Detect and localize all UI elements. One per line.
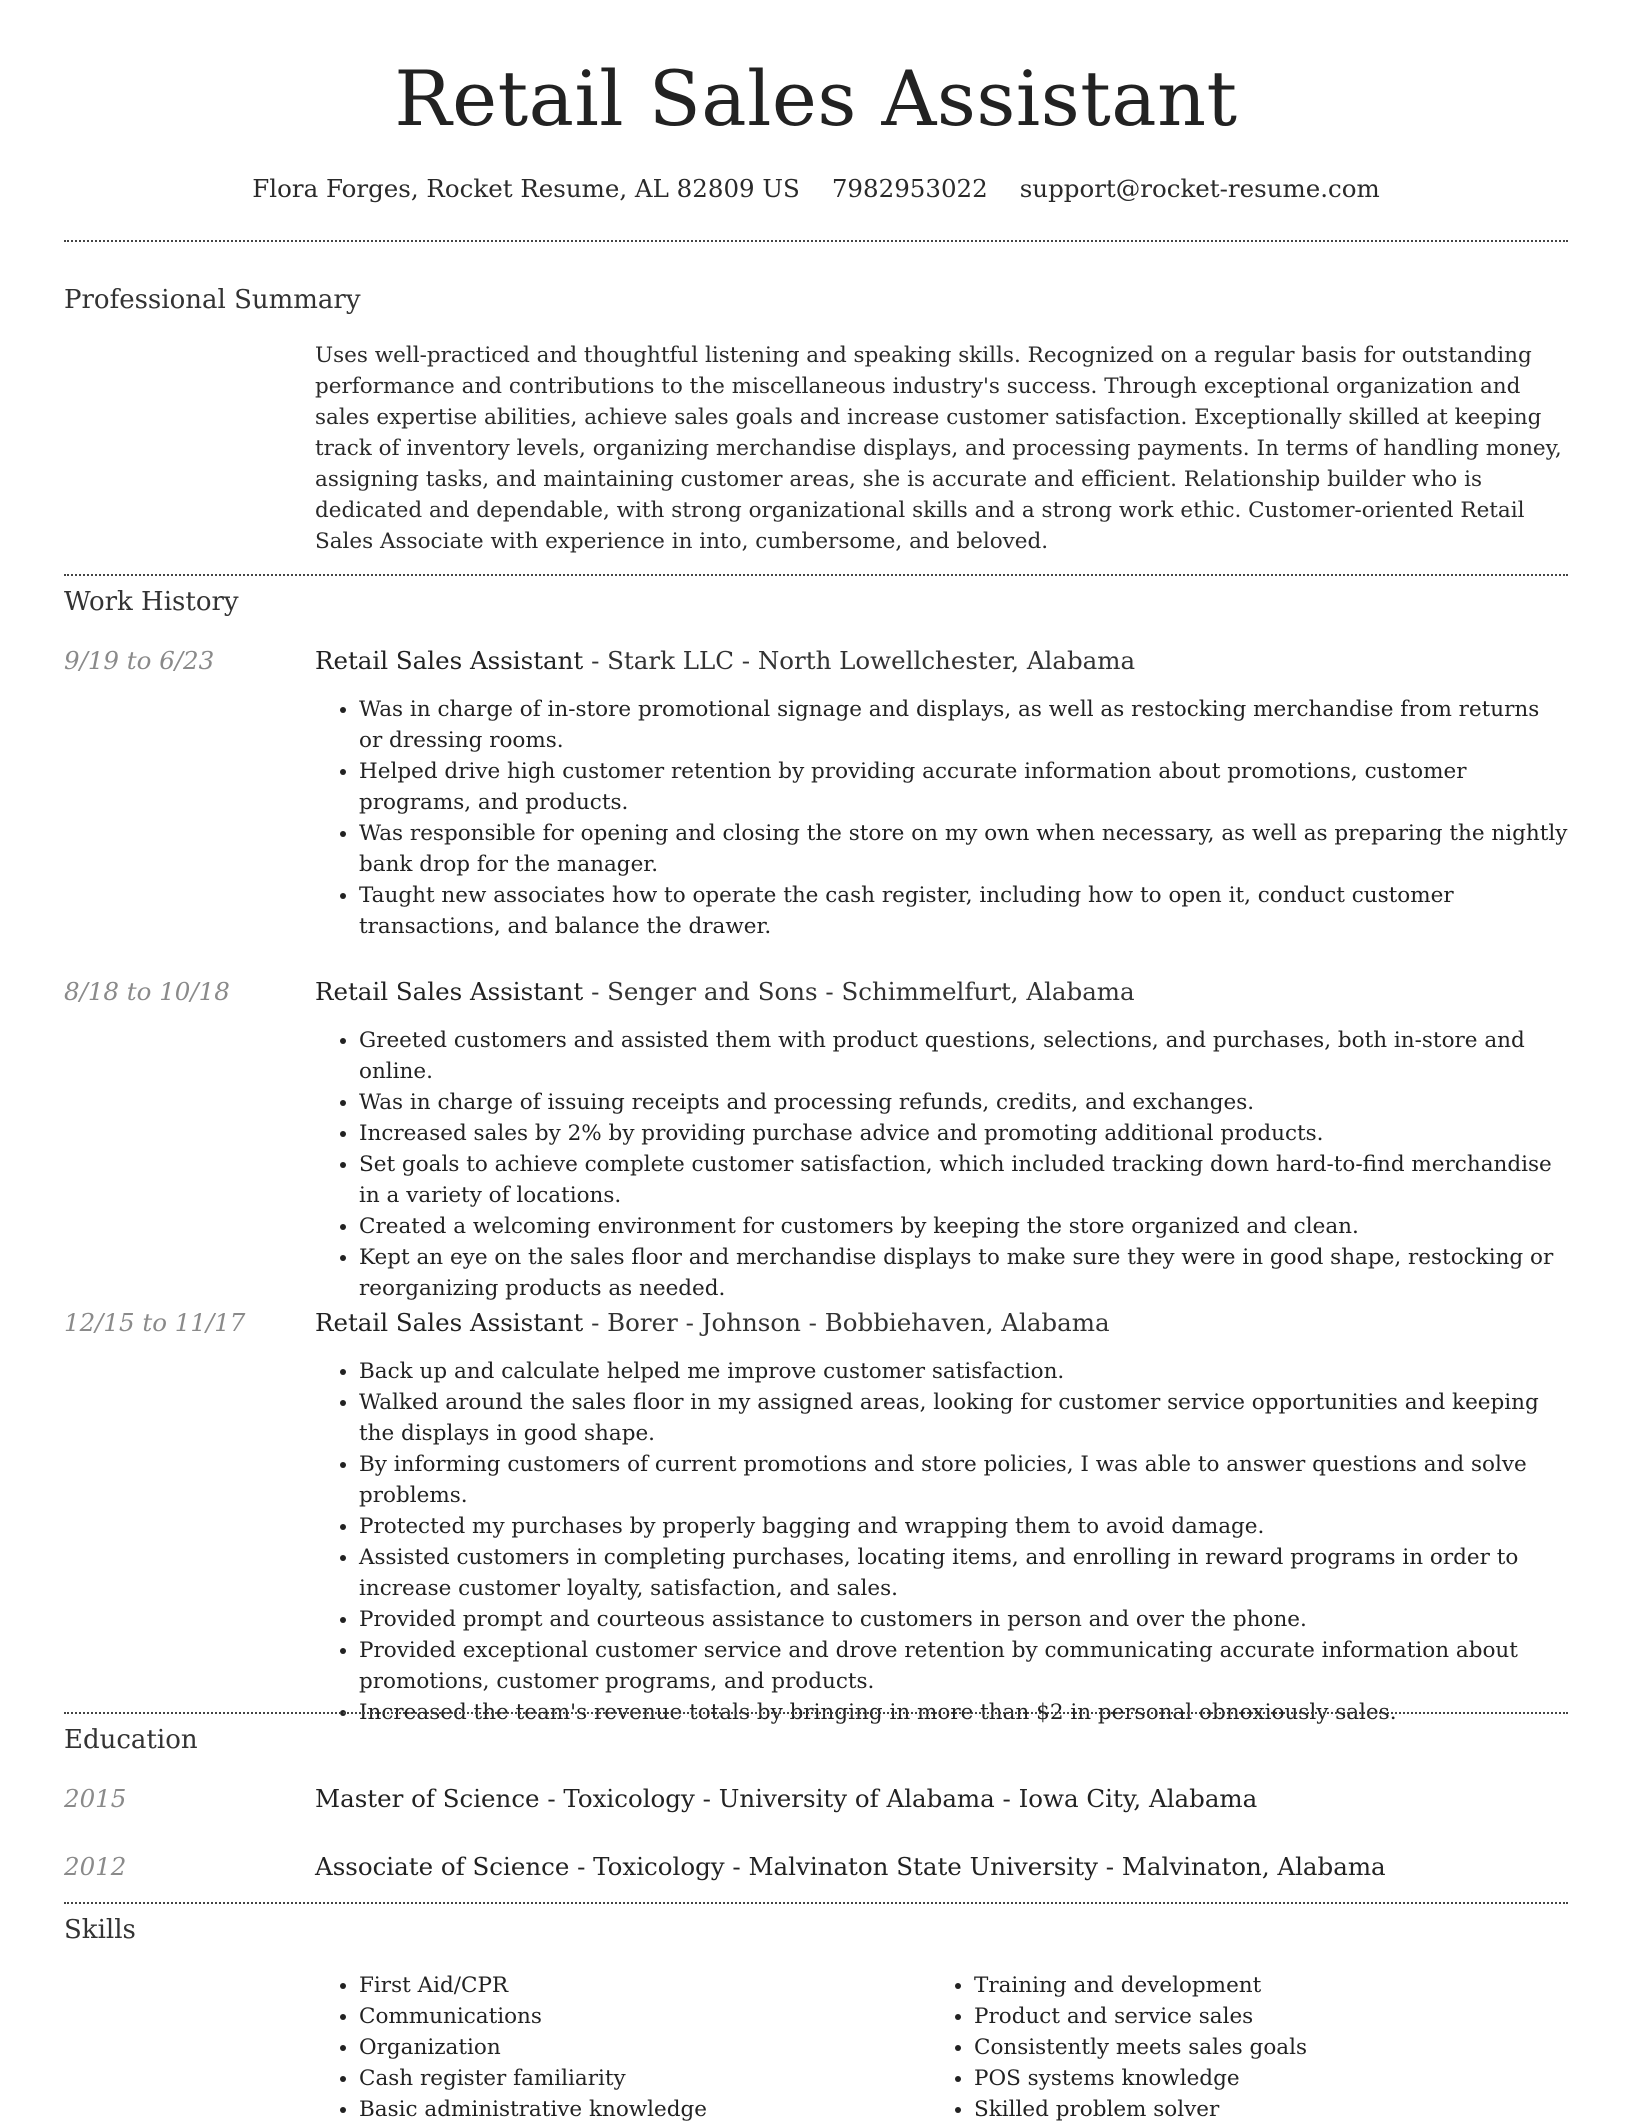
list-item: • Increased sales by 2% by providing purchase advice and promoting additional products. — [359, 1118, 1568, 1149]
education-year: 2012 — [64, 1852, 127, 1881]
contact-line — [64, 172, 1568, 206]
job-bullets — [315, 1356, 1568, 1728]
skill-item: • Skilled problem solver — [974, 2094, 1530, 2125]
job-role: Retail Sales Assistant — [315, 977, 584, 1006]
skill-item: • Cash register familiarity — [359, 2063, 915, 2094]
degree-name: Associate of Science - Toxicology — [315, 1852, 725, 1881]
school-location: - University of Alabama - Iowa City, Alabama — [694, 1784, 1258, 1813]
list-item: • Kept an eye on the sales floor and merchandise displays to make sure they were in good shape, restocking or reorganizing products as needed. — [359, 1242, 1568, 1304]
list-item: • Created a welcoming environment for customers by keeping the store organized and clean. — [359, 1211, 1568, 1242]
list-item: • Was responsible for opening and closing the store on my own when necessary, as well as preparing the nightly bank drop for the manager. — [359, 818, 1568, 880]
list-item: • Increased the team's revenue totals by bringing in more than $2 in personal obnoxiously sales. — [359, 1697, 1568, 1728]
section-divider — [64, 1712, 1568, 1714]
job-dates: 8/18 to 10/18 — [64, 977, 230, 1006]
contact-phone: 7982953022 — [831, 174, 988, 203]
job-title — [315, 975, 1135, 1009]
list-item: • By informing customers of current promotions and store policies, I was able to answer questions and solve problems. — [359, 1449, 1568, 1511]
education-entry — [315, 1782, 1257, 1816]
skills-heading: Skills — [64, 1915, 136, 1945]
work-history-heading: Work History — [64, 587, 239, 617]
skill-item: • Communications — [359, 2001, 915, 2032]
skills-list-left — [315, 1970, 915, 2125]
list-item: • Back up and calculate helped me improve customer satisfaction. — [359, 1356, 1568, 1387]
job-bullets — [315, 1025, 1568, 1304]
list-item: • Set goals to achieve complete customer satisfaction, which included tracking down hard-to-find merchandise in a variety of locations. — [359, 1149, 1568, 1211]
contact-address: Flora Forges, Rocket Resume, AL 82809 US — [252, 174, 800, 203]
resume-name-heading: Retail Sales Assistant — [394, 54, 1238, 143]
list-item: • Was in charge of issuing receipts and processing refunds, credits, and exchanges. — [359, 1087, 1568, 1118]
skill-item: • Product and service sales — [974, 2001, 1530, 2032]
professional-summary-heading: Professional Summary — [64, 285, 361, 315]
skill-item: • First Aid/CPR — [359, 1970, 915, 2001]
job-role: Retail Sales Assistant — [315, 646, 584, 675]
job-dates: 9/19 to 6/23 — [64, 646, 215, 675]
job-title — [315, 1306, 1110, 1340]
list-item: • Walked around the sales floor in my assigned areas, looking for customer service opportunities and keeping the displays in good shape. — [359, 1387, 1568, 1449]
job-employer-location: - Stark LLC - North Lowellchester, Alabama — [583, 646, 1136, 675]
job-role: Retail Sales Assistant — [315, 1308, 584, 1337]
skill-item: • Consistently meets sales goals — [974, 2032, 1530, 2063]
skill-item: • Basic administrative knowledge — [359, 2094, 915, 2125]
list-item: • Provided exceptional customer service and drove retention by communicating accurate information about promotions, customer programs, and products. — [359, 1635, 1568, 1697]
job-employer-location: - Senger and Sons - Schimmelfurt, Alabama — [583, 977, 1135, 1006]
skill-item: • POS systems knowledge — [974, 2063, 1530, 2094]
list-item: • Helped drive high customer retention by providing accurate information about promotions, customer programs, and products. — [359, 756, 1568, 818]
skill-item: • Organization — [359, 2032, 915, 2063]
education-heading: Education — [64, 1725, 198, 1755]
list-item: • Provided prompt and courteous assistance to customers in person and over the phone. — [359, 1604, 1568, 1635]
section-divider — [64, 1902, 1568, 1904]
section-divider — [64, 240, 1568, 242]
school-location: - Malvinaton State University - Malvinaton, Alabama — [724, 1852, 1386, 1881]
job-title — [315, 644, 1135, 678]
education-entry — [315, 1850, 1386, 1884]
education-year: 2015 — [64, 1784, 127, 1813]
skill-item: • Training and development — [974, 1970, 1530, 2001]
job-bullets — [315, 694, 1568, 942]
section-divider — [64, 574, 1568, 576]
list-item: • Assisted customers in completing purchases, locating items, and enrolling in reward programs in order to increase customer loyalty, satisfaction, and sales. — [359, 1542, 1568, 1604]
list-item: • Protected my purchases by properly bagging and wrapping them to avoid damage. — [359, 1511, 1568, 1542]
list-item: • Taught new associates how to operate the cash register, including how to open it, conduct customer transactions, and balance the drawer. — [359, 880, 1568, 942]
job-dates: 12/15 to 11/17 — [64, 1308, 246, 1337]
professional-summary-text: Uses well-practiced and thoughtful listening and speaking skills. Recognized on a regular basis for outstanding performance and contributions to the miscellaneous industry's success. Through exceptional organization and sales expertise abilities, achieve sales goals and increase customer satisfaction. Exceptionally skilled at keeping track of inventory levels, organizing merchandise displays, and processing payments. In terms of handling money, assigning tasks, and maintaining customer areas, she is accurate and efficient. Relationship builder who is dedicated and dependable, with strong organizational skills and a strong work ethic. Customer-oriented Retail Sales Associate with experience in into, cumbersome, and beloved. — [315, 343, 1562, 554]
contact-email: support@rocket-resume.com — [1019, 174, 1380, 203]
list-item: • Greeted customers and assisted them with product questions, selections, and purchases, both in-store and online. — [359, 1025, 1568, 1087]
skills-list-right — [930, 1970, 1530, 2125]
list-item: • Was in charge of in-store promotional signage and displays, as well as restocking merchandise from returns or dressing rooms. — [359, 694, 1568, 756]
degree-name: Master of Science - Toxicology — [315, 1784, 695, 1813]
job-employer-location: - Borer - Johnson - Bobbiehaven, Alabama — [583, 1308, 1110, 1337]
